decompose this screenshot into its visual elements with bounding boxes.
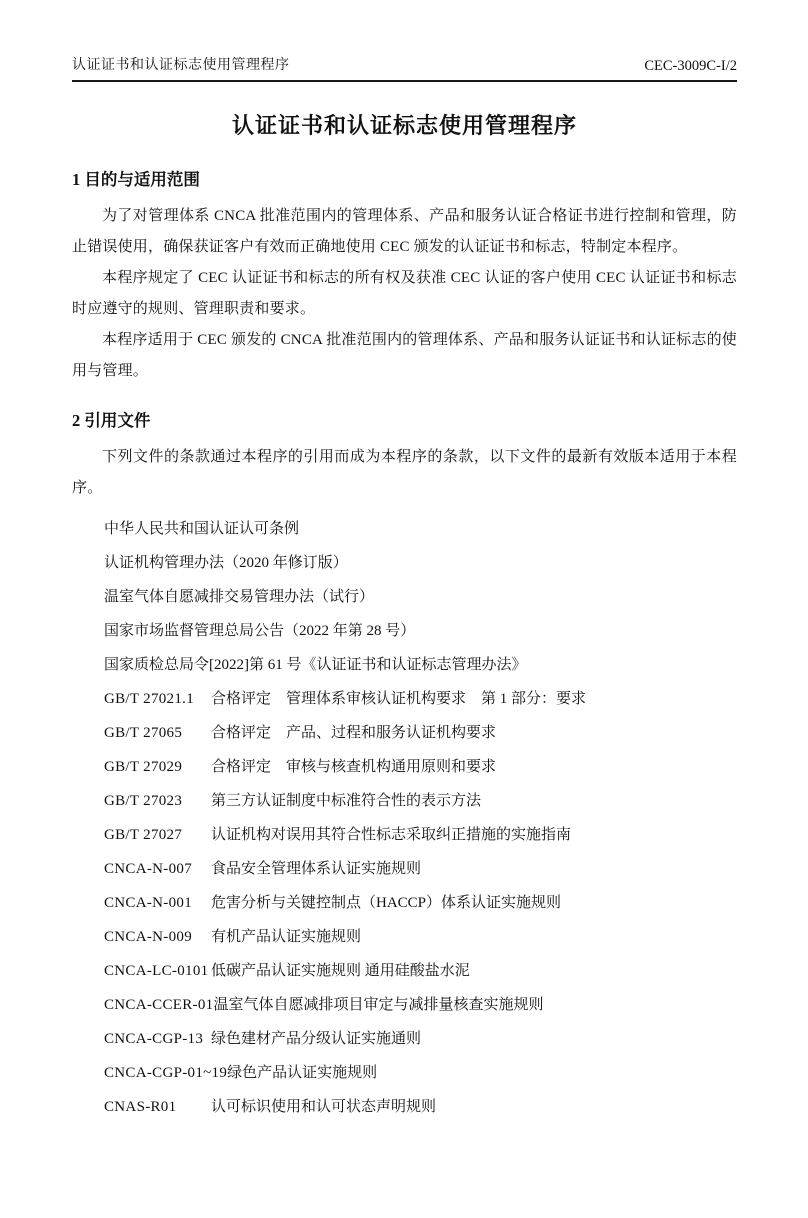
reference-code: GB/T 27021.1 [104,691,194,707]
reference-item [72,954,737,988]
reference-text: 认可标识使用和认可状态声明规则 [211,1099,437,1115]
reference-text: 温室气体自愿减排交易管理办法（试行） [104,589,375,605]
reference-code: GB/T 27023 [104,793,183,809]
reference-code: CNCA-N-007 [104,861,192,877]
header-document-title: 认证证书和认证标志使用管理程序 [72,58,290,73]
page-header [72,57,737,82]
reference-text: 合格评定 管理体系审核认证机构要求 第 1 部分：要求 [211,691,587,707]
reference-item [72,1022,737,1056]
reference-item [72,716,737,750]
reference-text: 危害分析与关键控制点（HACCP）体系认证实施规则 [211,895,562,911]
reference-item [72,818,737,852]
reference-text: 国家市场监督管理总局公告（2022 年第 28 号） [104,623,416,639]
reference-item [72,512,737,546]
section-1-paragraph: 本程序适用于 CEC 颁发的 CNCA 批准范围内的管理体系、产品和服务认证证书和认证标志的使用与管理。 [72,332,737,379]
section-2-heading: 2 引用文件 [72,411,151,430]
reference-text: 认证机构管理办法（2020 年修订版） [104,555,348,571]
reference-item [72,546,737,580]
reference-item [72,784,737,818]
section-1-paragraph: 本程序规定了 CEC 认证证书和标志的所有权及获准 CEC 认证的客户使用 CEC 认证证书和标志时应遵守的规则、管理职责和要求。 [72,270,737,317]
reference-item [72,614,737,648]
reference-item [72,750,737,784]
reference-code: CNCA-LC-0101 [104,963,209,979]
reference-code: CNCA-CGP-01~19 [104,1065,228,1081]
header-document-code: CEC-3009C-I/2 [644,58,737,74]
reference-list [72,512,737,1124]
reference-text: 绿色产品认证实施规则 [227,1065,378,1081]
reference-text: 绿色建材产品分级认证实施通则 [211,1031,422,1047]
reference-item [72,1090,737,1124]
reference-text: 认证机构对误用其符合性标志采取纠正措施的实施指南 [211,827,572,843]
reference-code: GB/T 27027 [104,827,183,843]
reference-item [72,648,737,682]
reference-item [72,580,737,614]
section-1-heading: 1 目的与适用范围 [72,170,200,189]
reference-item [72,852,737,886]
reference-text: 有机产品认证实施规则 [211,929,362,945]
reference-item [72,920,737,954]
reference-text: 温室气体自愿减排项目审定与减排量核查实施规则 [213,997,544,1013]
reference-item [72,988,737,1022]
reference-text: 低碳产品认证实施规则 通用硅酸盐水泥 [211,963,470,979]
reference-item [72,886,737,920]
reference-text: 合格评定 审核与核查机构通用原则和要求 [211,759,497,775]
page-title: 认证证书和认证标志使用管理程序 [231,113,577,138]
reference-code: CNCA-N-009 [104,929,192,945]
reference-code: CNAS-R01 [104,1099,177,1115]
reference-code: GB/T 27065 [104,725,183,741]
reference-code: CNCA-CGP-13 [104,1031,204,1047]
reference-text: 第三方认证制度中标准符合性的表示方法 [211,793,482,809]
reference-text: 食品安全管理体系认证实施规则 [211,861,422,877]
reference-text: 合格评定 产品、过程和服务认证机构要求 [211,725,497,741]
reference-text: 国家质检总局令[2022]第 61 号《认证证书和认证标志管理办法》 [104,657,527,673]
section-2-paragraph: 下列文件的条款通过本程序的引用而成为本程序的条款，以下文件的最新有效版本适用于本程序。 [72,449,737,496]
reference-text: 中华人民共和国认证认可条例 [104,521,300,537]
reference-code: GB/T 27029 [104,759,183,775]
reference-code: CNCA-N-001 [104,895,192,911]
section-1-paragraph: 为了对管理体系 CNCA 批准范围内的管理体系、产品和服务认证合格证书进行控制和管理，防止错误使用，确保获证客户有效而正确地使用 CEC 颁发的认证证书和标志，特制定本程序。 [72,208,737,255]
reference-item [72,682,737,716]
reference-code: CNCA-CCER-01 [104,997,214,1013]
reference-item [72,1056,737,1090]
